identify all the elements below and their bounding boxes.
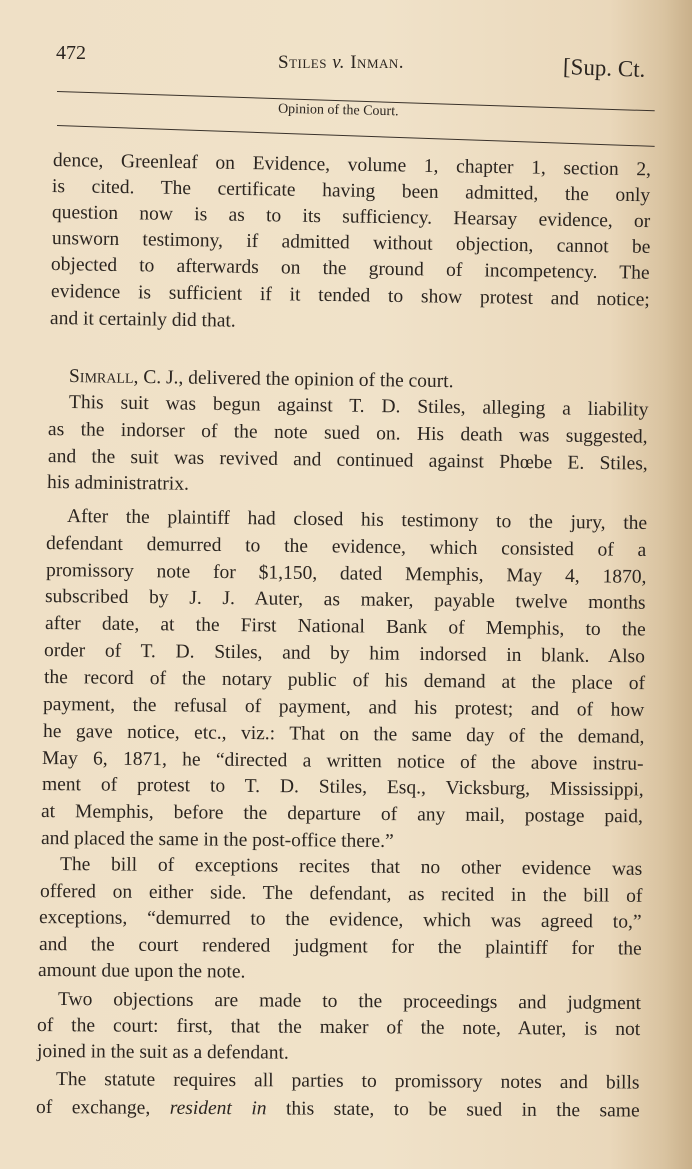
text-line: amount due upon the note.: [38, 960, 246, 983]
header-rule-bottom: [57, 125, 655, 147]
text-line: and it certainly did that.: [49, 308, 236, 332]
text-line: exceptions, “demurred to the evidence, which was agreed to,”: [39, 907, 642, 933]
text-line: and the court rendered judgment for the plaintiff for the: [38, 934, 642, 960]
text-line: is cited. The certificate having been admitted, the only: [52, 176, 651, 207]
text-line: Two objections are made to the proceedings and judgment: [57, 989, 641, 1015]
text-line: question now is as to its sufficiency. Hearsay evidence, or: [51, 202, 651, 233]
court-label: [Sup. Ct.: [562, 54, 646, 82]
running-title: [278, 52, 404, 74]
text-line: objected to afterwards on the ground of incompetency. The: [50, 254, 650, 284]
title-party2: Inman.: [350, 52, 405, 73]
text-line: subscribed by J. J. Auter, as maker, payable twelve months: [44, 586, 646, 614]
text-line: joined in the suit as a defendant.: [36, 1041, 289, 1064]
judge-name: Simrall: [68, 366, 134, 388]
text-line: after date, at the First National Bank of Memphis, to the: [44, 613, 646, 641]
page-number: 472: [56, 42, 86, 64]
text-line: [69, 366, 649, 396]
text-line: and placed the same in the post-office there.”: [40, 828, 394, 853]
title-v: v.: [332, 52, 345, 73]
text-line: [36, 1097, 640, 1122]
section-subtitle: Opinion of the Court.: [277, 101, 399, 120]
text-line: promissory note for $1,150, dated Memphis, May 4, 1870,: [45, 560, 647, 588]
text-line: the record of the notary public of his demand at the place of: [43, 667, 645, 695]
text-line: unsworn testimony, if admitted without objection, cannot be: [51, 228, 651, 258]
text-line: as the indorser of the note sued on. His death was suggested,: [47, 419, 648, 448]
text-line: The bill of exceptions recites that no other evidence was: [60, 854, 643, 880]
text-line: offered on either side. The defendant, as recited in the bill of: [39, 881, 643, 907]
text-line: After the plaintiff had closed his testimony to the jury, the: [66, 506, 647, 534]
text-line: at Memphis, before the departure of any mail, postage paid,: [41, 801, 644, 828]
text-line: and the suit was revived and continued against Phœbe E. Stiles,: [47, 446, 648, 475]
text-line: The statute requires all parties to promissory notes and bills: [56, 1069, 640, 1094]
title-party1: Stiles: [278, 52, 327, 73]
text-line: defendant demurred to the evidence, which consisted of a: [45, 533, 647, 562]
text-line: payment, the refusal of payment, and his protest; and of how: [43, 694, 645, 722]
text-line: ment of protest to T. D. Stiles, Esq., Vicksburg, Mississippi,: [41, 774, 644, 801]
text-line: his administratrix.: [47, 472, 190, 495]
text-line: evidence is sufficient if it tended to show protest and notice;: [50, 281, 650, 311]
line-text: of exchange,: [35, 1097, 170, 1119]
text-line: of the court: first, that the maker of the note, Auter, is not: [37, 1015, 641, 1040]
text-line: dence, Greenleaf on Evidence, volume 1, chapter 1, section 2,: [52, 150, 652, 181]
text-line: order of T. D. Stiles, and by him indorsed in blank. Also: [44, 640, 646, 668]
text-line: May 6, 1871, he “directed a written notice of the above instru-: [42, 748, 644, 775]
text-line: This suit was begun against T. D. Stiles, alleging a liability: [68, 392, 649, 421]
italic-phrase: resident in: [169, 1097, 267, 1120]
line-text: , C. J., delivered the opinion of the court.: [133, 366, 454, 393]
text-line: he gave notice, etc., viz.: That on the same day of the demand,: [42, 721, 645, 748]
line-text: this state, to be sued in the same: [266, 1098, 640, 1122]
